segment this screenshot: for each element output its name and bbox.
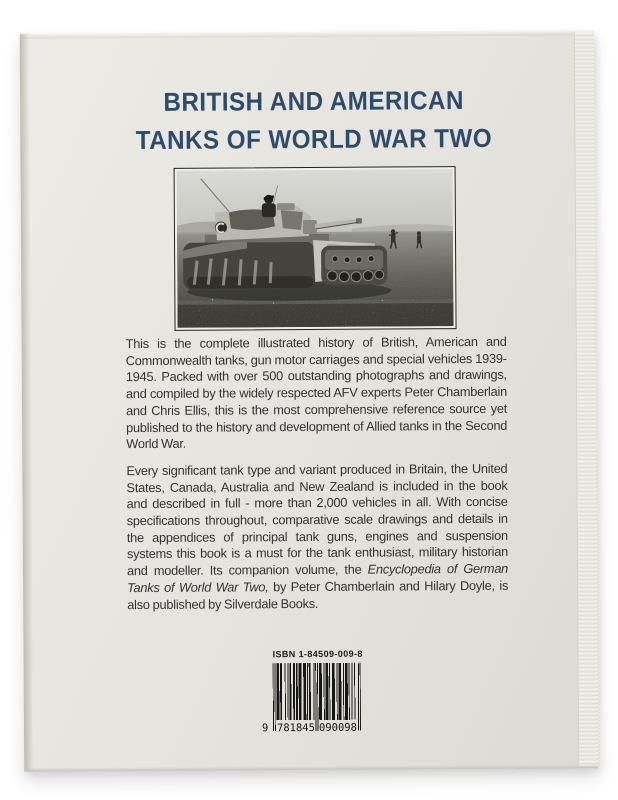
ean-lead-digit: 9 <box>261 722 269 735</box>
back-cover-blurb <box>126 334 509 614</box>
body-paragraph-1 <box>126 334 508 453</box>
ean-left-group: 781845 <box>276 721 315 735</box>
book-title-line2: TANKS OF WORLD WAR TWO <box>135 122 493 156</box>
cover-top-edge <box>21 30 594 39</box>
tank-photo-illustration <box>177 169 454 328</box>
blurb-text: Every significant tank type and variant produced in Britain, the United States, Canada, Australia and New Zealand is included in the book and described in full - more than 2,000 vehicles in all. With concise specifications throughout, comparative scale drawings and details in the appendices of principal tank guns, engines and suspension systems this book is a must for the tank enthusiast, military historian and modeller. Its companion volume, the <box>126 460 508 579</box>
ean-digits <box>261 721 361 737</box>
ean-right-group: 090098 <box>318 721 357 734</box>
book-title-line1: BRITISH AND AMERICAN <box>163 85 464 117</box>
isbn-label: ISBN 1-84509-009-8 <box>272 648 363 660</box>
book-title <box>33 80 594 159</box>
blurb-text: This is the complete illustrated history of British, American and Commonwealth tanks, gun motor carriages and special vehicles 1939-1945. Packed with over 500 outstanding photographs and drawings, and compiled by the widely respected AFV experts Peter Chamberlain and Chris Ellis, this is the most comprehensive reference source yet published to the history and development of Allied tanks in the Second World War. <box>125 333 508 452</box>
blurb-text: by Peter Chamberlain and Hilary Doyle, is also published by Silverdale Books. <box>127 577 509 612</box>
body-paragraph-2 <box>126 461 508 614</box>
barcode-block <box>261 648 363 737</box>
cover-bottom-edge <box>25 764 598 772</box>
tank-photo <box>174 166 457 331</box>
book-back-cover <box>20 30 598 771</box>
companion-volume-title: Encyclopedia of German Tanks of World War Two, <box>127 560 509 595</box>
